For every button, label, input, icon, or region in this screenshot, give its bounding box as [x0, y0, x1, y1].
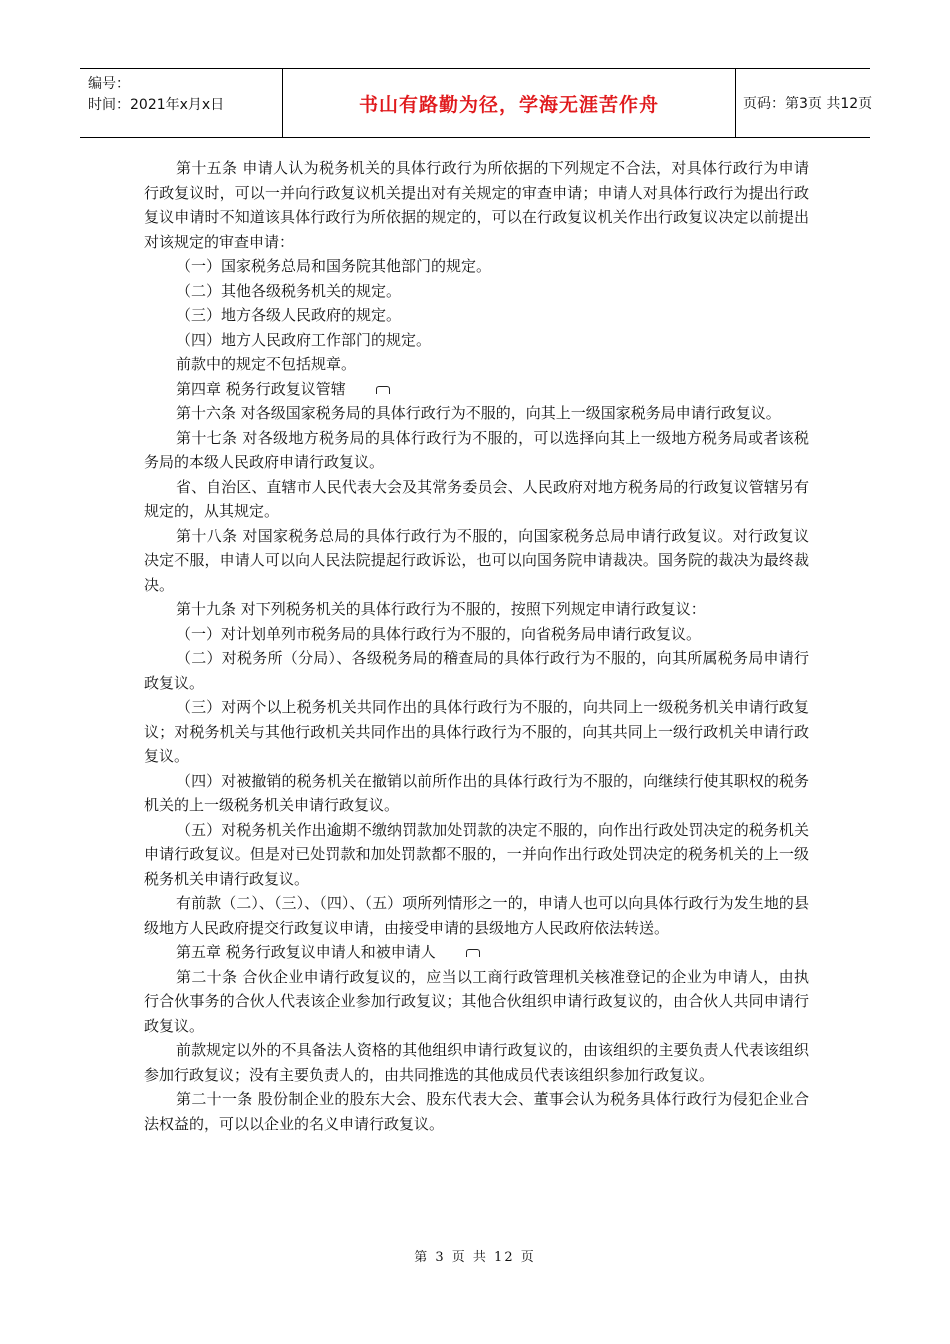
paragraph-article-15: 第十五条 申请人认为税务机关的具体行政行为所依据的下列规定不合法，对具体行政行为申请行政复议时，可以一并向行政复议机关提出对有关规定的审查申请；申请人对具体行政行为提出行政复议申请时不知道该具体行政行为所依据的规定的，可以在行政复议机关作出行政复议决定以前提出对该规定的审查申请：	[144, 159, 809, 251]
paragraph-article-21: 第二十一条 股份制企业的股东大会、股东代表大会、董事会认为税务具体行政行为侵犯企业合法权益的，可以以企业的名义申请行政复议。	[144, 1090, 809, 1133]
list-item: （三）地方各级人民政府的规定。	[176, 306, 402, 324]
list-item: （五）对税务机关作出逾期不缴纳罚款加处罚款的决定不服的，向作出行政处罚决定的税务机关申请行政复议。但是对已处罚款和加处罚款都不服的，一并向作出行政处罚决定的税务机关的上一级税务机关申请行政复议。	[144, 820, 809, 888]
list-item: （四）对被撤销的税务机关在撤销以前所作出的具体行政行为不服的，向继续行使其职权的税务机关的上一级税务机关申请行政复议。	[144, 771, 809, 814]
paragraph: 有前款（二）、（三）、（四）、（五）项所列情形之一的，申请人也可以向具体行政行为发生地的县级地方人民政府提交行政复议申请，由接受申请的县级地方人民政府依法转送。	[144, 894, 809, 937]
paragraph: 前款规定以外的不具备法人资格的其他组织申请行政复议的，由该组织的主要负责人代表该组织参加行政复议；没有主要负责人的，由共同推选的其他成员代表该组织参加行政复议。	[144, 1041, 809, 1084]
paragraph-article-16: 第十六条 对各级国家税务局的具体行政行为不服的，向其上一级国家税务局申请行政复议。	[176, 404, 781, 422]
chapter-heading-4: 第四章 税务行政复议管辖	[144, 377, 809, 402]
list-item: （三）对两个以上税务机关共同作出的具体行政行为不服的，向共同上一级税务机关申请行政复议；对税务机关与其他行政机关共同作出的具体行政行为不服的，向其共同上一级行政机关申请行政复议。	[144, 698, 809, 765]
document-date-label: 时间：2021年x月x日	[88, 97, 225, 113]
list-item: （一）对计划单列市税务局的具体行政行为不服的，向省税务局申请行政复议。	[176, 624, 702, 643]
page-footer: 第 3 页 共 12 页	[414, 1250, 536, 1265]
header-table	[80, 68, 873, 138]
heading-marker-icon	[376, 386, 390, 394]
list-item: （一）国家税务总局和国务院其他部门的规定。	[176, 257, 492, 275]
list-item: （二）对税务所（分局）、各级税务局的稽查局的具体行政行为不服的，向其所属税务局申请行政复议。	[144, 649, 809, 692]
paragraph: 省、自治区、直辖市人民代表大会及其常务委员会、人民政府对地方税务局的行政复议管辖另有规定的，从其规定。	[144, 477, 809, 520]
header-page-info: 页码：第3页 共12页	[743, 96, 873, 112]
document-body	[144, 156, 809, 1136]
paragraph-article-19: 第十九条 对下列税务机关的具体行政行为不服的，按照下列规定申请行政复议：	[176, 600, 706, 618]
header-meta	[80, 69, 282, 137]
list-item: （二）其他各级税务机关的规定。	[176, 281, 402, 300]
paragraph: 前款中的规定不包括规章。	[176, 355, 357, 373]
paragraph-article-18: 第十八条 对国家税务总局的具体行政行为不服的，向国家税务总局申请行政复议。对行政复议决定不服，申请人可以向人民法院提起行政诉讼，也可以向国务院申请裁决。国务院的裁决为最终裁决。	[144, 526, 809, 594]
paragraph-article-17: 第十七条 对各级地方税务局的具体行政行为不服的，可以选择向其上一级地方税务局或者该税务局的本级人民政府申请行政复议。	[144, 428, 809, 471]
chapter-heading-5: 第五章 税务行政复议申请人和被申请人	[144, 940, 809, 965]
document-number-label: 编号：	[88, 76, 130, 92]
paragraph-article-20: 第二十条 合伙企业申请行政复议的，应当以工商行政管理机关核准登记的企业为申请人，由执行合伙事务的合伙人代表该企业参加行政复议；其他合伙组织申请行政复议的，由合伙人共同申请行政复议。	[144, 967, 809, 1035]
list-item: （四）地方人民政府工作部门的规定。	[176, 330, 432, 349]
heading-marker-icon	[466, 949, 480, 957]
header-motto: 书山有路勤为径，学海无涯苦作舟	[282, 69, 736, 137]
